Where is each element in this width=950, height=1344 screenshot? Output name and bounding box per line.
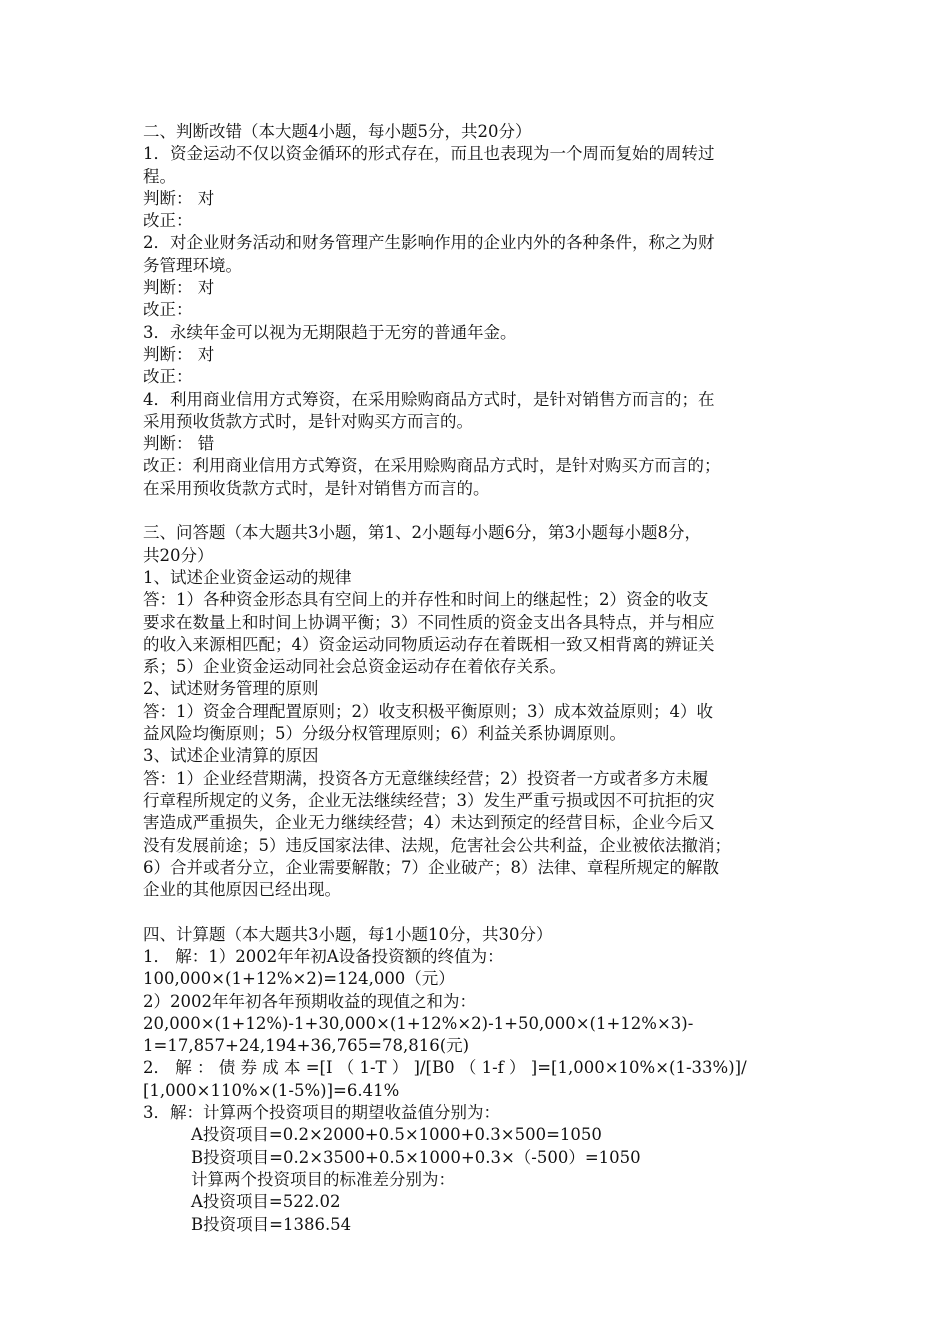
- question-4-correction-cont: 在采用预收货款方式时，是针对销售方而言的。: [143, 478, 490, 498]
- calc-1-line: 100,000×(1+12%×2)=124,000（元）: [143, 969, 455, 989]
- essay-answer-3-line: 害造成严重损失，企业无力继续经营；4）未达到预定的经营目标，企业今后又: [143, 813, 715, 833]
- essay-answer-3-line: 6）合并或者分立，企业需要解散；7）企业破产；8）法律、章程所规定的解散: [143, 857, 719, 877]
- essay-answer-1-line: 答：1）各种资金形态具有空间上的并存性和时间上的继起性；2）资金的收支: [143, 590, 709, 610]
- document-page: [143, 121, 823, 1236]
- essay-answer-1-line: 要求在数量上和时间上协调平衡；3）不同性质的资金支出各具特点，并与相应: [143, 612, 715, 632]
- question-4-correction: 改正：利用商业信用方式筹资，在采用赊购商品方式时，是针对购买方而言的；: [143, 456, 721, 476]
- essay-answer-2-line: 益风险均衡原则；5）分级分权管理原则；6）利益关系协调原则。: [143, 724, 626, 744]
- calc-3-result: B投资项目=0.2×3500+0.5×1000+0.3×（-500）=1050: [191, 1147, 641, 1167]
- essay-question-1: 1、试述企业资金运动的规律: [143, 567, 352, 587]
- section-4-title: 四、计算题（本大题共3小题，每1小题10分，共30分）: [143, 924, 553, 944]
- question-2-judgement: 判断： 对: [143, 278, 215, 298]
- question-1-correction: 改正：: [143, 211, 193, 231]
- section-3-title: 三、问答题（本大题共3小题，第1、2小题每小题6分，第3小题每小题8分，: [143, 523, 701, 543]
- essay-answer-3-line: 没有发展前途；5）违反国家法律、法规，危害社会公共利益，企业被依法撤消；: [143, 835, 731, 855]
- question-3-judgement: 判断： 对: [143, 344, 215, 364]
- calc-3-result: A投资项目=0.2×2000+0.5×1000+0.3×500=1050: [191, 1125, 602, 1145]
- calc-1-line: 20,000×(1+12%)-1+30,000×(1+12%×2)-1+50,000×(1+12%×3)-: [143, 1013, 694, 1033]
- calc-3-result: B投资项目=1386.54: [191, 1214, 352, 1234]
- question-4-text-cont: 采用预收货款方式时，是针对购买方而言的。: [143, 411, 473, 431]
- question-2-text: 2．对企业财务活动和财务管理产生影响作用的企业内外的各种条件，称之为财: [143, 233, 715, 253]
- calc-2-line: 2． 解 ： 债 券 成 本 =[I （ 1-T ） ]/[B0 （ 1-f ） ]=[1,000×10%×(1-33%)]/: [143, 1058, 747, 1078]
- essay-question-3: 3、试述企业清算的原因: [143, 746, 319, 766]
- question-4-text: 4．利用商业信用方式筹资，在采用赊购商品方式时，是针对销售方而言的；在: [143, 389, 715, 409]
- essay-answer-3-line: 企业的其他原因已经出现。: [143, 880, 341, 900]
- essay-question-2: 2、试述财务管理的原则: [143, 679, 319, 699]
- question-1-text: 1．资金运动不仅以资金循环的形式存在，而且也表现为一个周而复始的周转过: [143, 144, 715, 164]
- question-3-text: 3．永续年金可以视为无期限趋于无穷的普通年金。: [143, 322, 517, 342]
- question-2-correction: 改正：: [143, 300, 193, 320]
- question-3-correction: 改正：: [143, 367, 193, 387]
- calc-1-line: 1=17,857+24,194+36,765=78,816(元): [143, 1036, 470, 1056]
- calc-3-result: 计算两个投资项目的标准差分别为：: [191, 1169, 455, 1189]
- calc-1-line: 1． 解：1）2002年年初A设备投资额的终值为：: [143, 946, 504, 966]
- calc-3-result: A投资项目=522.02: [191, 1192, 341, 1212]
- question-2-text-cont: 务管理环境。: [143, 255, 242, 275]
- essay-answer-3-line: 行章程所规定的义务，企业无法继续经营；3）发生严重亏损或因不可抗拒的灾: [143, 790, 715, 810]
- calc-1-line: 2）2002年年初各年预期收益的现值之和为：: [143, 991, 476, 1011]
- question-1-text-cont: 程。: [143, 166, 176, 186]
- essay-answer-2-line: 答：1）资金合理配置原则；2）收支积极平衡原则；3）成本效益原则；4）收: [143, 701, 713, 721]
- section-3-title-cont: 共20分）: [143, 545, 214, 565]
- essay-answer-1-line: 的收入来源相匹配；4）资金运动同物质运动存在着既相一致又相背离的辨证关: [143, 634, 715, 654]
- section-2-title: 二、判断改错（本大题4小题，每小题5分，共20分）: [143, 122, 532, 141]
- calc-2-line-cont: [1,000×110%×(1-5%)]=6.41%: [143, 1080, 400, 1100]
- question-4-judgement: 判断： 错: [143, 434, 215, 454]
- calc-3-line: 3．解：计算两个投资项目的期望收益值分别为：: [143, 1103, 500, 1123]
- essay-answer-3-line: 答：1）企业经营期满，投资各方无意继续经营；2）投资者一方或者多方未履: [143, 768, 709, 788]
- question-1-judgement: 判断： 对: [143, 188, 215, 208]
- essay-answer-1-line: 系；5）企业资金运动同社会总资金运动存在着依存关系。: [143, 657, 566, 677]
